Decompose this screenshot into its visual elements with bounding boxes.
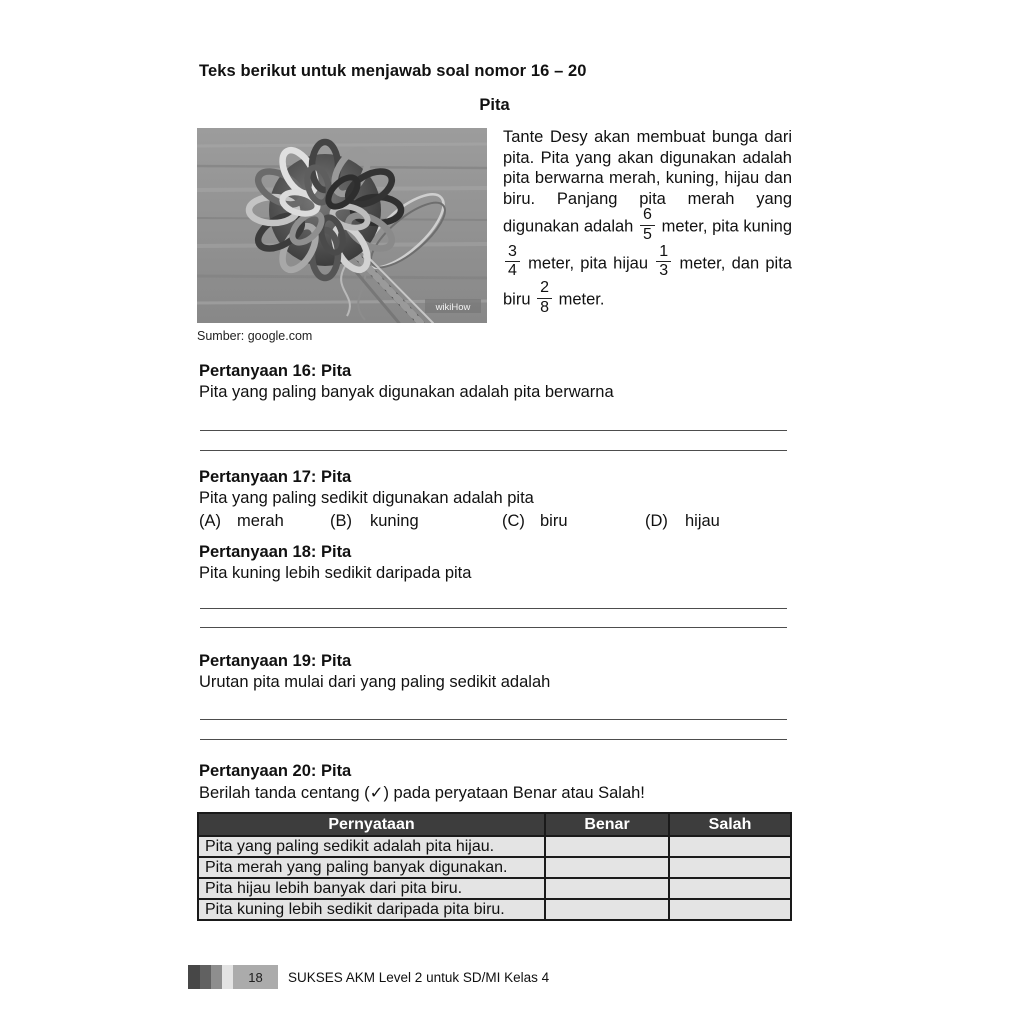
answer-line-q16-2[interactable]: [200, 450, 787, 451]
statement-4: Pita kuning lebih sedikit daripada pita biru.: [198, 899, 545, 920]
salah-checkbox-4[interactable]: [669, 899, 791, 920]
benar-checkbox-3[interactable]: [545, 878, 669, 899]
answer-line-q18-2[interactable]: [200, 627, 787, 628]
passage-segment: meter.: [554, 290, 605, 309]
fraction-red: $\frac{6}{5}$: [638, 207, 657, 244]
footer-decoration-block: [200, 965, 211, 989]
footer-decoration-block: [211, 965, 222, 989]
statement-2: Pita merah yang paling banyak digunakan.: [198, 857, 545, 878]
figure: [197, 128, 487, 343]
question-17-text: Pita yang paling sedikit digunakan adalah pita: [199, 489, 534, 507]
question-17-title: Pertanyaan 17: Pita: [199, 468, 352, 486]
book-title: SUKSES AKM Level 2 untuk SD/MI Kelas 4: [288, 969, 550, 985]
question-17-options: [199, 512, 790, 534]
question-19: [199, 652, 790, 692]
salah-checkbox-3[interactable]: [669, 878, 791, 899]
question-18-text: Pita kuning lebih sedikit daripada pita: [199, 564, 472, 582]
question-20: [199, 762, 790, 803]
statement-3: Pita hijau lebih banyak dari pita biru.: [198, 878, 545, 899]
passage-text: [503, 127, 792, 319]
option-a-text[interactable]: merah: [237, 512, 284, 530]
fraction-blue: $\frac{2}{8}$: [535, 280, 554, 317]
table-row: [198, 878, 791, 899]
salah-checkbox-2[interactable]: [669, 857, 791, 878]
table-row: [198, 857, 791, 878]
answer-line-q16-1[interactable]: [200, 430, 787, 431]
question-18-title: Pertanyaan 18: Pita: [199, 543, 352, 561]
wikihow-watermark: [425, 299, 481, 313]
table-row: [198, 899, 791, 920]
question-20-title: Pertanyaan 20: Pita: [199, 762, 352, 780]
question-17: [199, 468, 790, 534]
answer-line-q19-2[interactable]: [200, 739, 787, 740]
statement-1: Pita yang paling sedikit adalah pita hijau.: [198, 836, 545, 857]
passage-title: Pita: [479, 96, 510, 114]
question-16: [199, 362, 790, 402]
header-benar: Benar: [545, 813, 669, 836]
header-salah: Salah: [669, 813, 791, 836]
option-c-text[interactable]: biru: [540, 512, 568, 530]
benar-checkbox-1[interactable]: [545, 836, 669, 857]
answer-line-q18-1[interactable]: [200, 608, 787, 609]
question-19-title: Pertanyaan 19: Pita: [199, 652, 352, 670]
header-pernyataan: Pernyataan: [198, 813, 545, 836]
salah-checkbox-1[interactable]: [669, 836, 791, 857]
svg-text:wikiHow: wikiHow: [435, 302, 471, 313]
benar-checkbox-4[interactable]: [545, 899, 669, 920]
passage-segment: meter, pita hijau: [521, 254, 655, 273]
option-b-text[interactable]: kuning: [370, 512, 419, 530]
benar-checkbox-2[interactable]: [545, 857, 669, 878]
footer-decoration-block: [188, 965, 200, 989]
true-false-table: [197, 812, 792, 921]
figure-caption: Sumber: google.com: [197, 329, 313, 343]
table-header-row: [198, 813, 791, 836]
fraction-green: $\frac{1}{3}$: [654, 244, 673, 281]
option-b-label[interactable]: (B): [330, 512, 352, 530]
question-19-text: Urutan pita mulai dari yang paling sedikit adalah: [199, 673, 551, 691]
option-d-label[interactable]: (D): [645, 512, 668, 530]
question-16-title: Pertanyaan 16: Pita: [199, 362, 352, 380]
fraction-yellow: $\frac{3}{4}$: [503, 244, 522, 281]
question-20-text: Berilah tanda centang (✓) pada peryataan Benar atau Salah!: [199, 784, 645, 802]
question-18: [199, 543, 790, 583]
ribbon-flower-photo: [197, 128, 487, 323]
page-number: 18: [233, 965, 278, 989]
answer-line-q19-1[interactable]: [200, 719, 787, 720]
question-16-text: Pita yang paling banyak digunakan adalah pita berwarna: [199, 383, 614, 401]
option-a-label[interactable]: (A): [199, 512, 221, 530]
passage-segment: meter, pita kuning: [656, 217, 792, 236]
table-row: [198, 836, 791, 857]
intro-heading: Teks berikut untuk menjawab soal nomor 16 – 20: [199, 62, 587, 80]
option-c-label[interactable]: (C): [502, 512, 525, 530]
footer-decoration-block: [222, 965, 233, 989]
option-d-text[interactable]: hijau: [685, 512, 720, 530]
passage-segment: meter, dan pita biru: [503, 254, 792, 309]
page-footer: [188, 965, 549, 989]
passage-segment: Tante Desy akan membuat bunga dari pita. Pita yang akan digunakan adalah pita berwarna merah, kuning, hijau dan biru. Panjang pita merah yang digunakan adalah: [503, 128, 792, 236]
